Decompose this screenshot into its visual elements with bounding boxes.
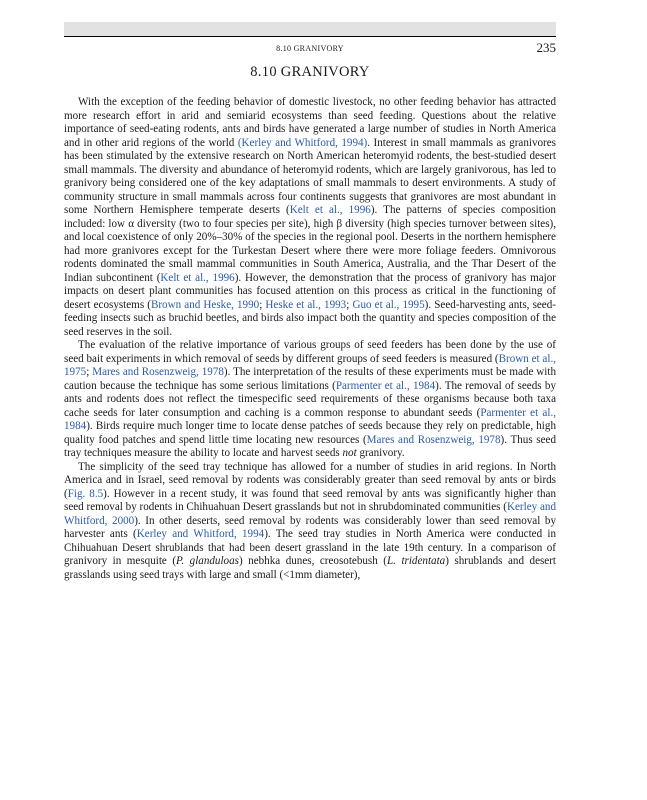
citation-link[interactable]: Mares and Rosenzweig, 1978 xyxy=(366,433,501,446)
citation-link[interactable]: Guo et al., 1995 xyxy=(352,298,425,311)
text-run: The simplicity of the seed tray technique has allowed for a number of studies in arid regions. In North America and in Israel, seed removal by rodents was considerably greater than seed removal by ants or birds ( xyxy=(64,460,556,500)
paragraph xyxy=(64,461,556,583)
italic-text: L. tridentata xyxy=(387,555,446,567)
citation-link[interactable]: (Kerley and Whitford, 1994) xyxy=(237,136,368,149)
text-run: With the exception of the feeding behavior of domestic livestock, no other feeding behavior has attracted more research effort in arid and semiarid ecosystems than seed feeding. Questions about the relative importance of seed-eating rodents, ants and birds have generated a large number of studies in North America and in other arid regions of the world xyxy=(64,96,556,149)
text-run: granivory. xyxy=(356,447,405,459)
citation-link[interactable]: Brown and Heske, 1990 xyxy=(150,298,260,311)
citation-link[interactable]: Kerley and Whitford, 2000 xyxy=(64,501,556,527)
citation-link[interactable]: Kerley and Whitford, 1994 xyxy=(136,528,265,540)
text-run: ). Birds require much longer time to locate dense patches of seeds because they rely on predictable, high quality food patches and spend little time locating new resources ( xyxy=(64,420,556,446)
running-header xyxy=(64,42,556,56)
body-text xyxy=(64,96,556,582)
paragraph xyxy=(64,96,556,339)
text-run: ). However, the demonstration that the process of granivory has major impacts on desert plant communities has focused attention on this process as critical in the functioning of desert ecosystems ( xyxy=(64,271,556,311)
text-run: ). In other deserts, seed removal by rodents was considerably lower than seed removal by harvester ants ( xyxy=(64,514,556,540)
text-run: ; xyxy=(346,298,353,311)
text-run: ). Thus seed tray techniques measure the ability to locate and harvest seeds xyxy=(64,433,556,459)
section-title: 8.10 GRANIVORY xyxy=(250,64,370,80)
header-rule xyxy=(64,36,556,37)
citation-link[interactable]: Parmenter et al., 1984 xyxy=(335,379,436,392)
text-run: ) nebhka dunes, creosotebush ( xyxy=(238,555,387,567)
text-run: ). However in a recent study, it was found that seed removal by ants was significantly higher than seed removal by rodents in Chihuahuan Desert grasslands but not in shrubdominated communities ( xyxy=(64,487,556,513)
text-run: The evaluation of the relative importance of various groups of seed feeders has been done by the use of seed bait experiments in which removal of seeds by different groups of seed feeders is measured ( xyxy=(64,339,556,365)
italic-text: not xyxy=(342,447,357,459)
text-run: ). The seed tray studies in North America were conducted in Chihuahuan Desert shrublands that had been desert grassland in the late 19th century. In a comparison of granivory in mesquite ( xyxy=(64,528,557,567)
citation-link[interactable]: Kelt et al., 1996 xyxy=(160,271,235,284)
text-run: ) shrublands and desert grasslands using seed trays with large and small (<1mm diameter), xyxy=(64,555,557,581)
top-scan-band xyxy=(64,22,556,36)
text-run: ). Seed-harvesting ants, seedfeeding insects such as bruchid beetles, and birds also impact both the quantity and species composition of the seed reserves in the soil. xyxy=(64,298,556,338)
text-run: ; xyxy=(259,298,266,311)
running-title: 8.10 GRANIVORY xyxy=(276,44,344,53)
citation-link[interactable]: Parmenter et al., 1984 xyxy=(64,406,556,432)
citation-link[interactable]: Heske et al., 1993 xyxy=(265,298,347,311)
text-run: ). The removal of seeds by ants and rodents does not reflect the timespecific seed requirements of these organisms because both taxa cache seeds for later consumption and caching is a common response to abundant seeds ( xyxy=(64,379,556,419)
paragraph xyxy=(64,339,556,461)
citation-link[interactable]: Fig. 8.5 xyxy=(67,487,104,500)
citation-link[interactable]: Brown et al., 1975 xyxy=(64,352,556,378)
citation-link[interactable]: Kelt et al., 1996 xyxy=(289,204,371,216)
text-run: ). The patterns of species composition included: low α diversity (two to four species per site), high β diversity (high species turnover between sites), and local coexistence of only 20%–30% of the species in the regional pool. Deserts in the northern hemisphere had more granivores except for the Turkestan Desert where there were more foliage feeders. Omnivorous rodents dominated the small mammal communities in South America, Australia, and the Thar Desert of the Indian subcontinent ( xyxy=(64,204,556,284)
text-run: ). The interpretation of the results of these experiments must be made with caution because the technique has some serious limitations ( xyxy=(64,366,557,392)
citation-link[interactable]: Mares and Rosenzweig, 1978 xyxy=(92,366,224,378)
page-number: 235 xyxy=(536,40,556,55)
italic-text: P. glanduloas xyxy=(176,555,239,567)
text-run: . Interest in small mammals as granivores has been stimulated by the extensive research on North American heteromyid rodents, the best-studied desert small mammals. The diversity and abundance of heteromyid rodents, which are largely granivorous, has led to granivory being considered one of the key adaptations of small mammals to desert environments. A study of community structure in small mammals across four continents suggests that granivores are most abundant in some Northern Hemisphere temperate deserts ( xyxy=(64,136,556,216)
text-run: ; xyxy=(86,366,93,378)
